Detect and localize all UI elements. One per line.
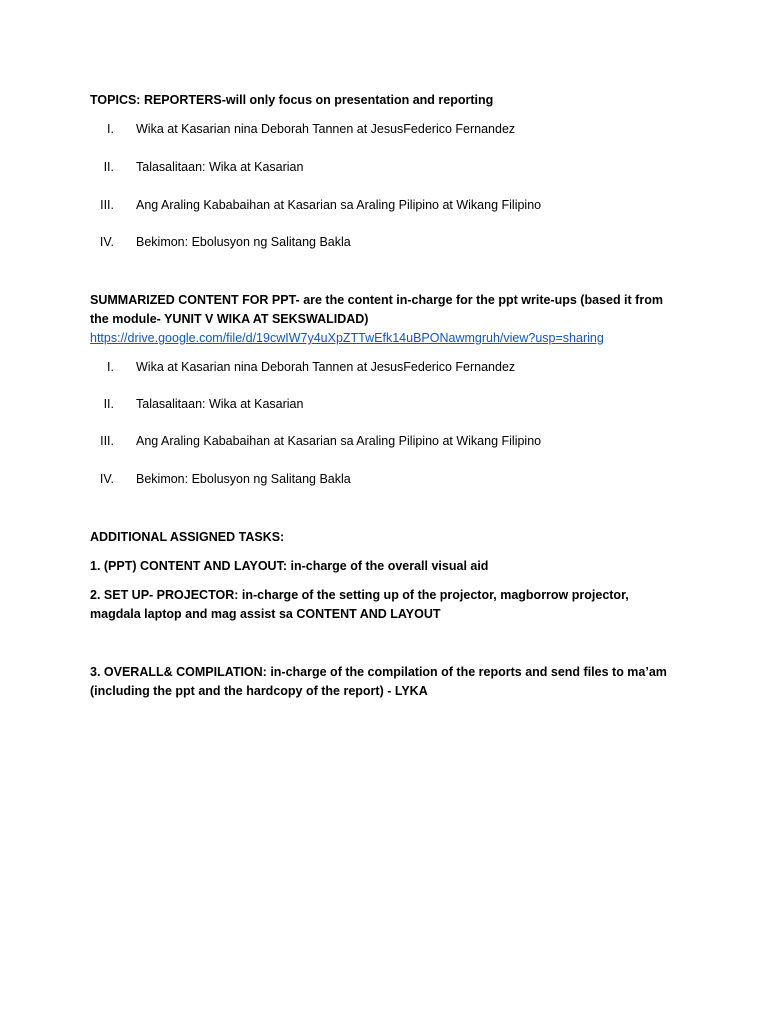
summary-list-item xyxy=(90,395,690,414)
summary-list-item xyxy=(90,358,690,377)
task-item: 1. (PPT) CONTENT AND LAYOUT: in-charge of the overall visual aid xyxy=(90,559,489,573)
list-item-text: Ang Araling Kababaihan at Kasarian sa Araling Pilipino at Wikang Filipino xyxy=(136,434,542,448)
list-item-number: IV. xyxy=(99,472,114,486)
list-item-text: Bekimon: Ebolusyon ng Salitang Bakla xyxy=(136,235,351,249)
topics-list-item xyxy=(90,158,690,177)
list-item-number: II. xyxy=(103,160,114,174)
task-item: 2. SET UP- PROJECTOR: in-charge of the setting up of the projector, magborrow projector, magdala laptop and mag assist sa CONTENT AND LAYOUT xyxy=(90,588,629,621)
summary-list-item xyxy=(90,432,690,451)
topics-list-item xyxy=(90,196,690,215)
topics-list-item xyxy=(90,233,690,252)
topics-list-item xyxy=(90,120,690,139)
list-item-text: Wika at Kasarian nina Deborah Tannen at JesusFederico Fernandez xyxy=(136,360,516,374)
list-item-text: Talasalitaan: Wika at Kasarian xyxy=(136,160,304,174)
list-item-text: Talasalitaan: Wika at Kasarian xyxy=(136,397,304,411)
summary-list-item xyxy=(90,470,690,489)
topics-heading: TOPICS: REPORTERS-will only focus on presentation and reporting xyxy=(90,93,494,107)
list-item-number: II. xyxy=(103,397,114,411)
list-item-number: IV. xyxy=(99,235,114,249)
list-item-number: III. xyxy=(100,434,114,448)
list-item-number: I. xyxy=(107,122,114,136)
list-item-text: Wika at Kasarian nina Deborah Tannen at JesusFederico Fernandez xyxy=(136,122,516,136)
list-item-number: I. xyxy=(107,360,114,374)
tasks-heading: ADDITIONAL ASSIGNED TASKS: xyxy=(90,530,285,544)
module-link[interactable]: https://drive.google.com/file/d/19cwIW7y4uXpZTTwEfk14uBPONawmgruh/view?usp=sharing xyxy=(90,331,604,345)
task-item: 3. OVERALL& COMPILATION: in-charge of the compilation of the reports and send files to ma’am (including the ppt and the hardcopy of the report) - LYKA xyxy=(90,665,667,698)
list-item-number: III. xyxy=(100,198,114,212)
list-item-text: Ang Araling Kababaihan at Kasarian sa Araling Pilipino at Wikang Filipino xyxy=(136,198,542,212)
list-item-text: Bekimon: Ebolusyon ng Salitang Bakla xyxy=(136,472,351,486)
summary-heading: SUMMARIZED CONTENT FOR PPT- are the content in-charge for the ppt write-ups (based it from the module- YUNIT V WIKA AT SEKSWALIDAD) xyxy=(90,293,663,326)
